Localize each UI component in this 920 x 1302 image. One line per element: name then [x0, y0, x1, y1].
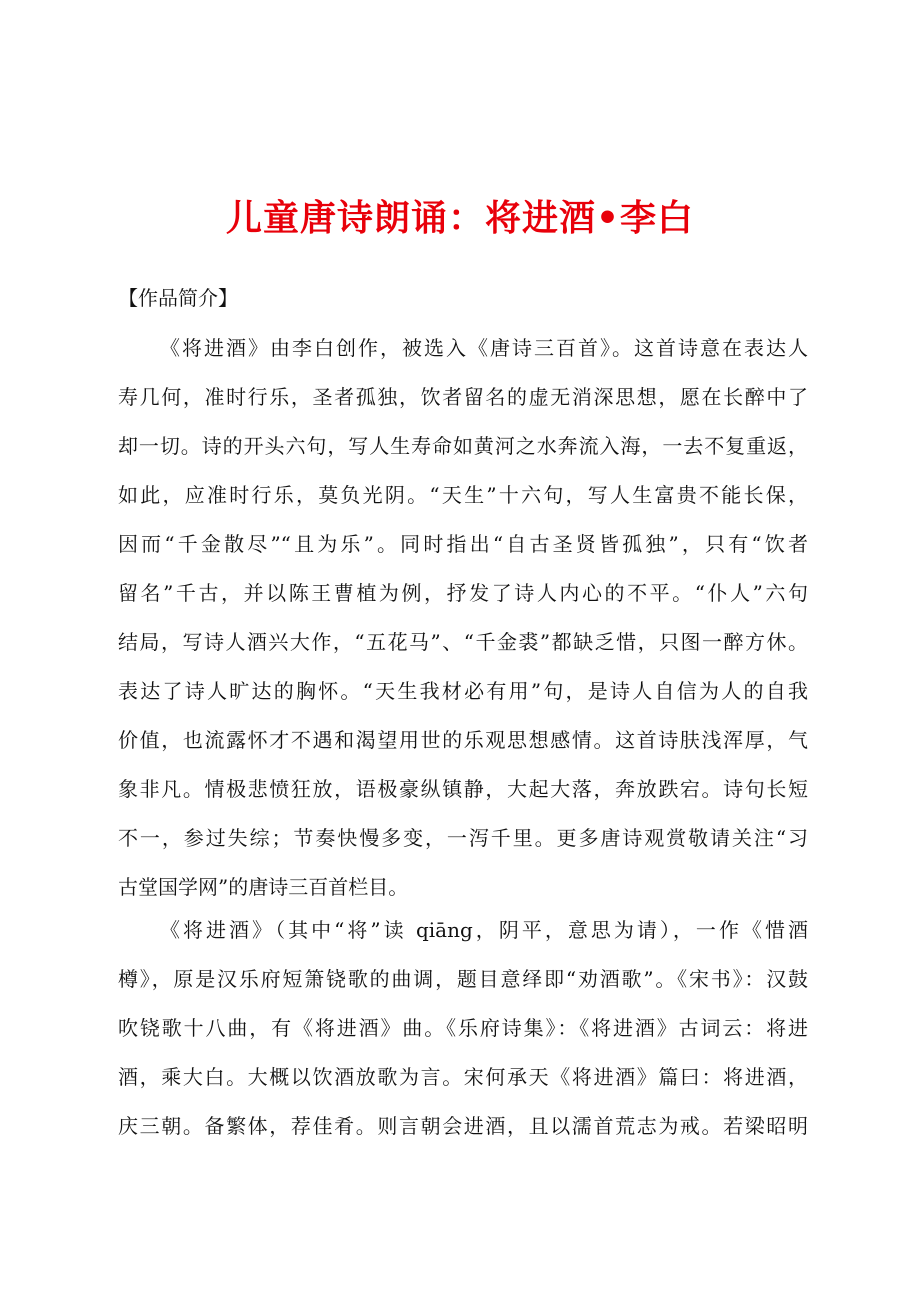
- paragraph-line: 因而“千金散尽”“且为乐”。同时指出“自古圣贤皆孤独”，只有“饮者: [118, 532, 808, 556]
- paragraph-history: [118, 906, 808, 1151]
- paragraph-line: 吹铙歌十八曲，有《将进酒》曲。《乐府诗集》：《将进酒》古词云：将进: [118, 1016, 808, 1040]
- paragraph-line: 留名”千古，并以陈王曹植为例，抒发了诗人内心的不平。“仆人”六句: [118, 581, 808, 605]
- section-heading: 【作品简介】: [118, 286, 238, 310]
- paragraph-line: 庆三朝。备繁体，荐佳肴。则言朝会进酒，且以濡首荒志为戒。若梁昭明: [118, 1114, 808, 1138]
- paragraph-line: 却一切。诗的开头六句，写人生寿命如黄河之水奔流入海，一去不复重返，: [118, 434, 808, 458]
- paragraph-line: 《将进酒》（其中“将”读 qiāng，阴平，意思为请），一作《惜酒: [160, 918, 808, 942]
- paragraph-line: 樽》，原是汉乐府短箫铙歌的曲调，题目意绎即“劝酒歌”。《宋书》：汉鼓: [118, 967, 808, 991]
- paragraph-line: 象非凡。情极悲愤狂放，语极豪纵镇静，大起大落，奔放跌宕。诗句长短: [118, 777, 808, 801]
- document-title: 儿童唐诗朗诵：将进酒•李白: [225, 198, 694, 239]
- paragraph-line: 寿几何，准时行乐，圣者孤独，饮者留名的虚无消深思想，愿在长醉中了: [118, 385, 808, 409]
- paragraph-introduction: [118, 324, 808, 912]
- paragraph-line: 古堂国学网”的唐诗三百首栏目。: [118, 875, 409, 899]
- paragraph-line: 如此，应准时行乐，莫负光阴。“天生”十六句，写人生富贵不能长保，: [118, 483, 808, 507]
- paragraph-line: 价值，也流露怀才不遇和渴望用世的乐观思想感情。这首诗肤浅浑厚，气: [118, 728, 808, 752]
- paragraph-line: 不一，参过失综；节奏快慢多变，一泻千里。更多唐诗观赏敬请关注“习: [118, 826, 808, 850]
- paragraph-line: 酒，乘大白。大概以饮酒放歌为言。宋何承天《将进酒》篇曰：将进酒，: [118, 1065, 808, 1089]
- paragraph-line: 表达了诗人旷达的胸怀。“天生我材必有用”句，是诗人自信为人的自我: [118, 679, 808, 703]
- paragraph-line: 《将进酒》由李白创作，被选入《唐诗三百首》。这首诗意在表达人: [160, 336, 808, 360]
- paragraph-line: 结局，写诗人酒兴大作，“五花马”、“千金裘”都缺乏惜，只图一醉方休。: [118, 630, 808, 654]
